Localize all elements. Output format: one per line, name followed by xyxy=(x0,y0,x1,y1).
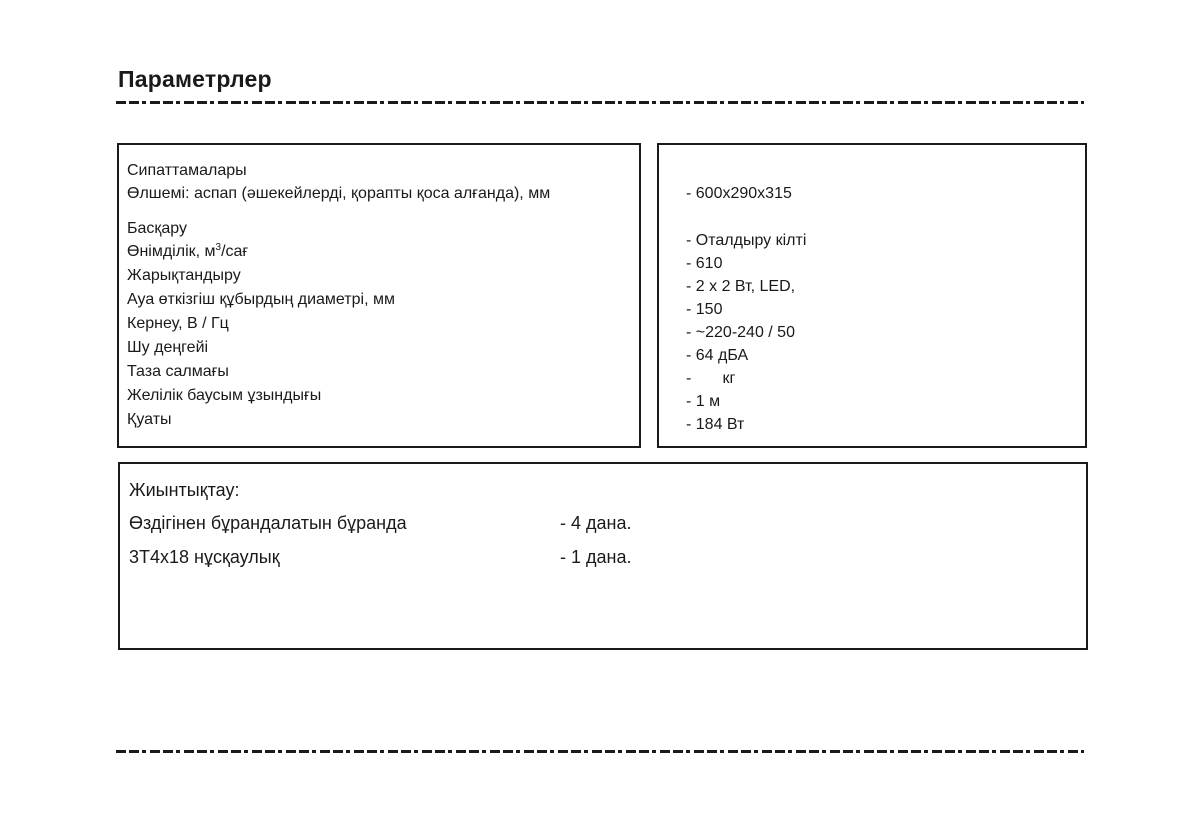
spec-value-dimensions: - 600x290x315 xyxy=(686,185,792,202)
spec-value-productivity: - 610 xyxy=(686,255,723,272)
spec-value-lighting: - 2 х 2 Вт, LED, xyxy=(686,278,796,295)
specs-values-box xyxy=(657,143,1087,448)
kit-item-qty: - 4 дана. xyxy=(560,513,632,533)
spec-value-power: - 184 Вт xyxy=(686,416,745,433)
spec-label-voltage: Кернеу, В / Гц xyxy=(127,315,229,332)
kit-item-name: Өздігінен бұрандалатын бұранда xyxy=(129,513,407,533)
spec-label-dimensions: Өлшемі: аспап (әшекейлерді, қорапты қоса алғанда), мм xyxy=(127,185,551,202)
spec-label-noise: Шу деңгейі xyxy=(127,339,209,356)
spec-label-duct-diameter: Ауа өткізгіш құбырдың диаметрі, мм xyxy=(127,291,395,308)
spec-label-characteristics: Сипаттамалары xyxy=(127,162,247,179)
spec-value-noise: - 64 дБА xyxy=(686,347,749,364)
page-title: Параметрлер xyxy=(118,66,272,92)
top-dashed-divider xyxy=(116,101,1084,104)
spec-value-voltage: - ~220-240 / 50 xyxy=(686,324,795,341)
kit-title: Жиынтықтау: xyxy=(129,480,240,500)
bottom-dashed-divider xyxy=(116,750,1084,753)
spec-label-lighting: Жарықтандыру xyxy=(127,267,241,284)
spec-value-net-weight: - кг xyxy=(686,370,736,387)
spec-label-control: Басқару xyxy=(127,220,188,237)
spec-label-productivity xyxy=(127,242,248,262)
spec-value-duct-diameter: - 150 xyxy=(686,301,723,318)
kit-item-name: 3Т4х18 нұсқаулық xyxy=(129,547,280,567)
spec-label-cord-length: Желілік баусым ұзындығы xyxy=(127,387,322,404)
kit-box xyxy=(118,462,1088,650)
unit-superscript: 3 xyxy=(215,242,222,253)
specs-labels-box xyxy=(117,143,641,448)
spec-label-net-weight: Таза салмағы xyxy=(127,363,229,380)
spec-value-control: - Оталдыру кілті xyxy=(686,232,807,249)
spec-value-cord-length: - 1 м xyxy=(686,393,721,410)
unit-suffix: /сағ xyxy=(221,243,249,260)
spec-label-power: Қуаты xyxy=(127,411,172,428)
kit-item-qty: - 1 дана. xyxy=(560,547,632,567)
spec-label-productivity-text: Өнімділік, м xyxy=(127,243,216,260)
